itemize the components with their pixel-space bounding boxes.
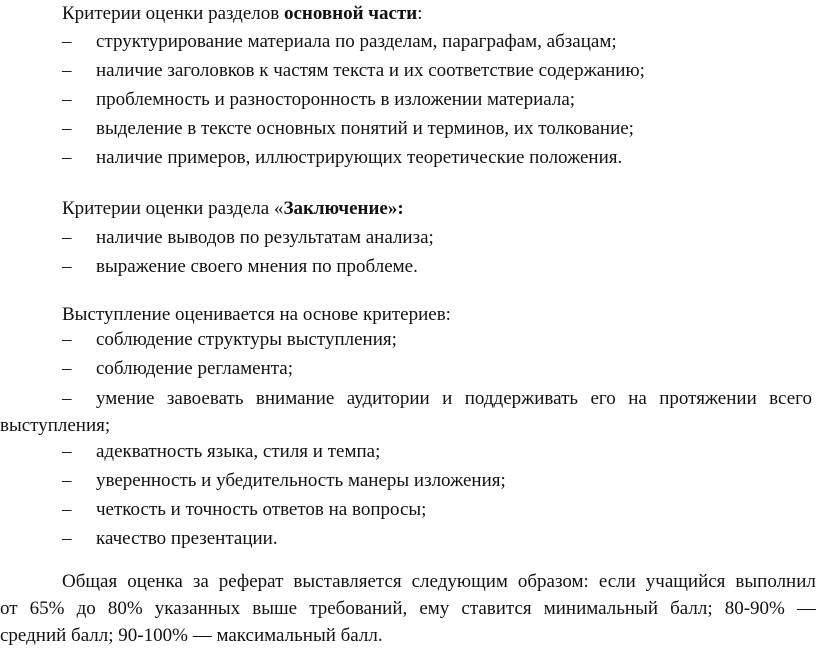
document-page: Критерии оценки разделов основной части: – структурирование материала по разделам, параграфам, абзацам; – наличие заголовков к частям текста и их соответствие содержанию; – проблемность и разносторонность в изложении материала; – выделение в тексте основных понятий и терминов, их толкование; – наличие примеров, иллюстрирующих теоретические положения. Критерии оценки раздела «Заключение»: – наличие выводов по результатам анализа; – выражение своего мнения по проблеме. Выступление оценивается на основе критериев: – соблюдение структуры выступления; – соблюдение регламента; – умение завоевать внимание аудитории и поддерживать его на протяжении всего выступления; – адекватность языка, стиля и темпа; – уверенность и убедительность манеры изложения; – четкость и точность ответов на вопросы; – качество презентации. Общая оценка за реферат выставляется следующим образом: если учащийся выполнил от 65% до 80% указанных выше требований, ему ставится минимальный балл; 80-90% — средний балл; 90-100% — максимальный балл.	[0, 0, 816, 656]
word: до	[76, 598, 96, 619]
dash-bullet: –	[62, 89, 72, 110]
word: и	[442, 388, 453, 409]
word: —	[796, 598, 816, 619]
word: следующим	[411, 571, 508, 592]
word: завоевать	[166, 388, 244, 409]
word: умение	[96, 388, 155, 409]
dash-bullet: –	[62, 31, 72, 52]
wrapped-continuation: выступления;	[0, 415, 111, 436]
word: протяжении	[659, 388, 757, 409]
list-item-wrapped	[0, 385, 816, 439]
word: 80%	[107, 598, 143, 619]
word: выше	[252, 598, 298, 619]
word: выполнил	[735, 571, 816, 592]
word: поддерживать	[464, 388, 579, 409]
word: Общая	[62, 571, 118, 592]
section1-intro: Критерии оценки разделов основной части:	[62, 3, 423, 24]
word: внимание	[255, 388, 335, 409]
section2-intro: Критерии оценки раздела «Заключение»:	[62, 198, 404, 219]
word: всего	[769, 388, 812, 409]
dash-bullet: –	[62, 329, 72, 350]
word: выставляется	[293, 571, 402, 592]
conclusion-line-3: средний балл; 90-100% — максимальный балл.	[0, 625, 383, 646]
dash-bullet: –	[62, 528, 72, 549]
dash-bullet: –	[62, 499, 72, 520]
word: ему	[419, 598, 450, 619]
dash-bullet: –	[62, 388, 72, 409]
word: за	[192, 571, 209, 592]
dash-bullet: –	[62, 470, 72, 491]
conclusion-line-2	[0, 595, 816, 622]
dash-bullet: –	[62, 358, 72, 379]
dash-bullet: –	[62, 227, 72, 248]
word: если	[598, 571, 636, 592]
word: балл;	[670, 598, 713, 619]
word: указанных	[154, 598, 241, 619]
dash-bullet: –	[62, 256, 72, 277]
dash-bullet: –	[62, 118, 72, 139]
dash-bullet: –	[62, 60, 72, 81]
word: минимальный	[543, 598, 659, 619]
conclusion-line-1	[0, 568, 816, 595]
dash-bullet: –	[62, 147, 72, 168]
wrapped-first-line	[0, 385, 816, 412]
word: 80-90%	[724, 598, 785, 619]
word: его	[590, 388, 616, 409]
word: аудитории	[346, 388, 430, 409]
word: ставится	[461, 598, 532, 619]
word: 65%	[29, 598, 65, 619]
word: образом:	[517, 571, 589, 592]
word: от	[0, 598, 18, 619]
dash-bullet: –	[62, 441, 72, 462]
word: на	[628, 388, 647, 409]
word: оценка	[127, 571, 183, 592]
word: требований,	[309, 598, 408, 619]
conclusion-paragraph	[0, 568, 816, 649]
section3-intro: Выступление оценивается на основе критериев:	[62, 304, 451, 325]
word: учащийся	[645, 571, 726, 592]
word: реферат	[218, 571, 284, 592]
